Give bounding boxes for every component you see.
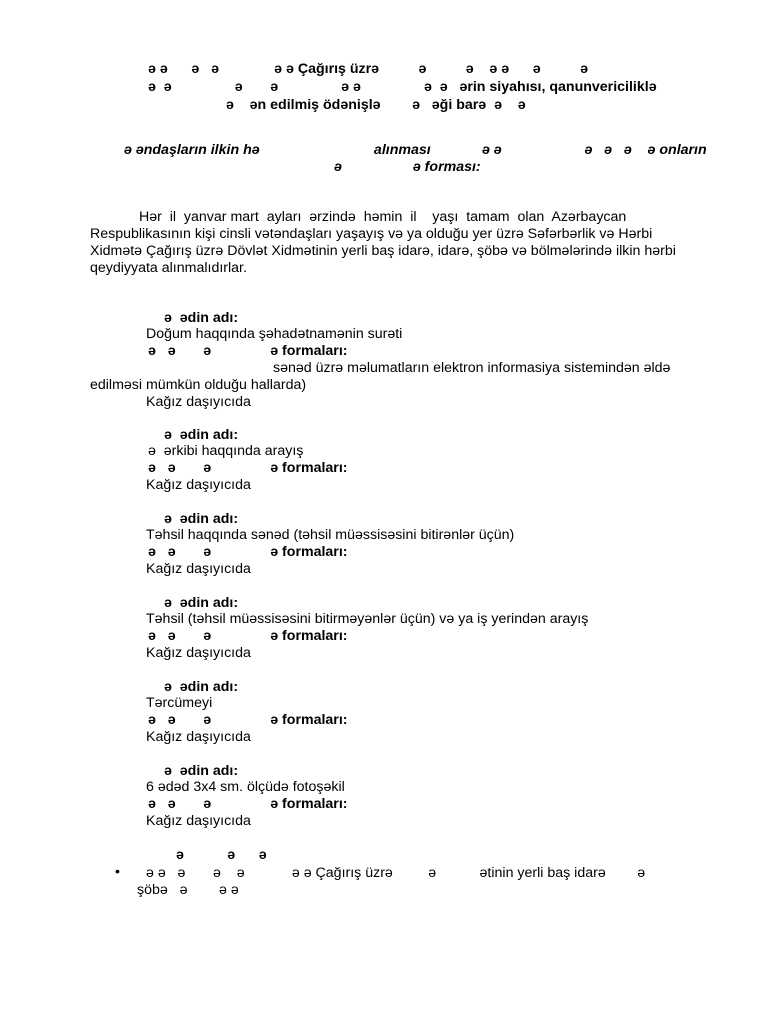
doc-2-forms-label: ə ə ə ə formaları: bbox=[148, 460, 348, 476]
doc-3-name: Təhsil haqqında sənəd (təhsil müəssisəsini bitirənlər üçün) bbox=[146, 527, 515, 543]
doc-1-form: Kağız daşıyıcıda bbox=[146, 394, 251, 410]
intro-line-1: Hər il yanvar mart ayları ərzində həmin il yaşı tamam olan Azərbaycan bbox=[139, 209, 627, 225]
doc-5-forms-label: ə ə ə ə formaları: bbox=[148, 712, 348, 728]
doc-3-forms-label: ə ə ə ə formaları: bbox=[148, 544, 348, 560]
intro-line-4: qeydiyyata alınmalıdırlar. bbox=[90, 260, 247, 276]
header-line-3: ə ən edilmiş ödənişlə ə əği barə ə ə bbox=[226, 97, 526, 113]
header-line-2: ə ə ə ə ə ə ə ə ərin siyahısı, qanunvericiliklə bbox=[148, 79, 657, 95]
intro-line-3: Xidmətə Çağırış üzrə Dövlət Xidmətinin yerli baş idarə, idarə, şöbə və bölmələrində ilkin hərbi bbox=[90, 243, 676, 259]
section-title-line-2: ə ə forması: bbox=[334, 159, 481, 175]
intro-line-2: Respublikasının kişi cinsli vətəndaşları yaşayış və ya olduğu yer üzrə Səfərbərlik və Hərbi bbox=[90, 226, 653, 242]
doc-6-form: Kağız daşıyıcıda bbox=[146, 813, 251, 829]
doc-6-forms-label: ə ə ə ə formaları: bbox=[148, 796, 348, 812]
doc-1-extra-line-1: sənəd üzrə məlumatların elektron informasiya sistemindən əldə bbox=[273, 360, 671, 376]
doc-3-name-label: ə ədin adı: bbox=[164, 511, 239, 527]
doc-5-form: Kağız daşıyıcıda bbox=[146, 729, 251, 745]
doc-1-name-label: ə ədin adı: bbox=[164, 310, 239, 326]
doc-6-name: 6 ədəd 3x4 sm. ölçüdə fotoşəkil bbox=[146, 779, 345, 795]
doc-4-forms-label: ə ə ə ə formaları: bbox=[148, 628, 348, 644]
doc-2-form: Kağız daşıyıcıda bbox=[146, 477, 251, 493]
doc-1-forms-label: ə ə ə ə formaları: bbox=[148, 343, 348, 359]
doc-3-form: Kağız daşıyıcıda bbox=[146, 561, 251, 577]
doc-2-name: ə ərkibi haqqında arayış bbox=[148, 443, 304, 459]
doc-5-name: Tərcümeyi bbox=[146, 695, 213, 711]
bullet-icon: • bbox=[115, 864, 120, 880]
footer-bullet-line-2: şöbə ə ə ə bbox=[137, 882, 239, 898]
doc-4-form: Kağız daşıyıcıda bbox=[146, 645, 251, 661]
footer-bullet-line-1: ə ə ə ə ə ə ə Çağırış üzrə ə ətinin yerli baş idarə ə bbox=[146, 865, 646, 881]
doc-2-name-label: ə ədin adı: bbox=[164, 427, 239, 443]
doc-1-extra-line-2: edilməsi mümkün olduğu hallarda) bbox=[90, 377, 307, 393]
footer-heading: ə ə ə bbox=[176, 847, 267, 863]
header-line-1: ə ə ə ə ə ə Çağırış üzrə ə ə ə ə ə ə bbox=[148, 61, 588, 77]
doc-6-name-label: ə ədin adı: bbox=[164, 763, 239, 779]
doc-5-name-label: ə ədin adı: bbox=[164, 679, 239, 695]
doc-4-name-label: ə ədin adı: bbox=[164, 595, 239, 611]
section-title-line-1: ə əndaşların ilkin hə alınması ə ə ə ə ə ə onların bbox=[124, 142, 707, 158]
doc-1-name: Doğum haqqında şəhadətnamənin surəti bbox=[146, 326, 403, 342]
doc-4-name: Təhsil (təhsil müəssisəsini bitirməyənlər üçün) və ya iş yerindən arayış bbox=[146, 611, 589, 627]
